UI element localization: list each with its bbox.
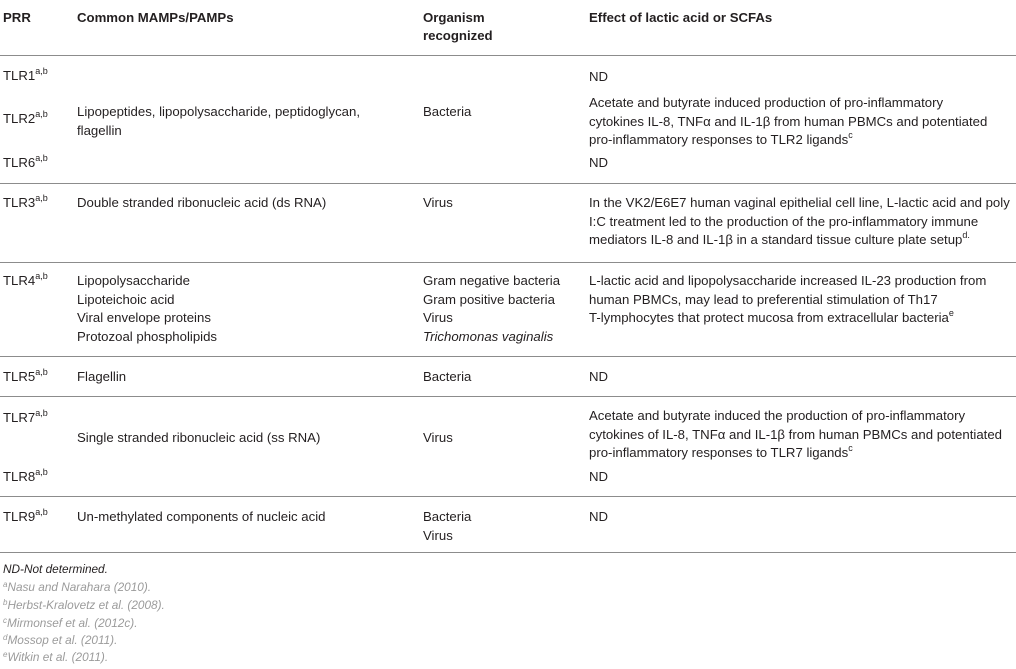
organism-tlr9: Bacteria Virus: [423, 509, 472, 543]
organism-tlr2: Bacteria: [423, 104, 472, 119]
prr-tlr8: TLR8$^{a,b}$: [3, 467, 48, 484]
organism-tlr3: Virus: [423, 195, 453, 210]
prr-tlr6: TLR6$^{a,b}$: [3, 153, 48, 170]
footnote-e[interactable]: $^e$Witkin et al. (2011).: [3, 650, 109, 664]
table-bottom-rule: [0, 552, 1016, 553]
mamps-tlr7: Single stranded ribonucleic acid (ss RNA): [77, 430, 321, 445]
effect-tlr7: Acetate and butyrate induced the production of pro-inflammatory cytokines of IL-8, TNFα and IL-1β from human PBMCs and potentiated pro-inflammatory responses to TLR7 ligands$^c$: [589, 408, 1002, 461]
mamps-tlr4: Lipopolysaccharide Lipoteichoic acid Viral envelope proteins Protozoal phospholipids: [77, 273, 218, 345]
row-divider: [0, 262, 1016, 263]
effect-tlr9: ND: [589, 509, 609, 524]
effect-tlr4: L-lactic acid and lipopolysaccharide increased IL-23 production from human PBMCs, may lead to preferential stimulation of Th17 T-lymphocytes that protect mucosa from extracellular bacteria$^e$: [589, 273, 987, 326]
prr-tlr7: TLR7$^{a,b}$: [3, 408, 48, 425]
footnote-d[interactable]: $^d$Mossop et al. (2011).: [3, 633, 118, 647]
footnote-nd: ND-Not determined.: [3, 562, 108, 576]
row-divider: [0, 356, 1016, 357]
footnote-b[interactable]: $^b$Herbst-Kralovetz et al. (2008).: [3, 598, 165, 612]
header-organism: Organism recognized: [423, 10, 493, 43]
prr-tlr1: TLR1$^{a,b}$: [3, 66, 48, 83]
prr-tlr5: TLR5$^{a,b}$: [3, 367, 48, 384]
footnote-c[interactable]: $^c$Mirmonsef et al. (2012c).: [3, 616, 138, 630]
header-prr: PRR: [3, 10, 31, 25]
prr-tlr9: TLR9$^{a,b}$: [3, 507, 48, 524]
effect-tlr2: Acetate and butyrate induced production of pro-inflammatory cytokines IL-8, TNFα and IL-1β from human PBMCs and potentiated pro-inflammatory responses to TLR2 ligands$^c$: [589, 95, 988, 148]
row-divider: [0, 396, 1016, 397]
table-header: [0, 0, 1016, 56]
effect-tlr5: ND: [589, 369, 609, 384]
row-divider: [0, 496, 1016, 497]
organism-tlr4: Gram negative bacteria Gram positive bacteria Virus Trichomonas vaginalis: [423, 273, 561, 345]
effect-tlr6: ND: [589, 155, 609, 170]
mamps-tlr2: Lipopeptides, lipopolysaccharide, peptidoglycan, flagellin: [77, 104, 360, 138]
mamps-tlr5: Flagellin: [77, 369, 127, 384]
footnote-a[interactable]: $^a$Nasu and Narahara (2010).: [3, 580, 152, 594]
header-mamps: Common MAMPs/PAMPs: [77, 10, 234, 25]
effect-tlr3: In the VK2/E6E7 human vaginal epithelial cell line, L-lactic acid and poly I:C treatment led to the production of the pro-inflammatory immune mediators IL-8 and IL-1β in a standard tissue culture plate setup$^{d.}$: [589, 195, 1010, 248]
organism-tlr7: Virus: [423, 430, 453, 445]
prr-tlr2: TLR2$^{a,b}$: [3, 109, 48, 126]
organism-tlr5: Bacteria: [423, 369, 472, 384]
mamps-tlr3: Double stranded ribonucleic acid (ds RNA): [77, 195, 327, 210]
mamps-tlr9: Un-methylated components of nucleic acid: [77, 509, 326, 524]
prr-tlr4: TLR4$^{a,b}$: [3, 271, 48, 288]
prr-tlr3: TLR3$^{a,b}$: [3, 193, 48, 210]
effect-tlr8: ND: [589, 469, 609, 484]
row-divider: [0, 183, 1016, 184]
header-effect: Effect of lactic acid or SCFAs: [589, 10, 773, 25]
effect-tlr1: ND: [589, 69, 609, 84]
